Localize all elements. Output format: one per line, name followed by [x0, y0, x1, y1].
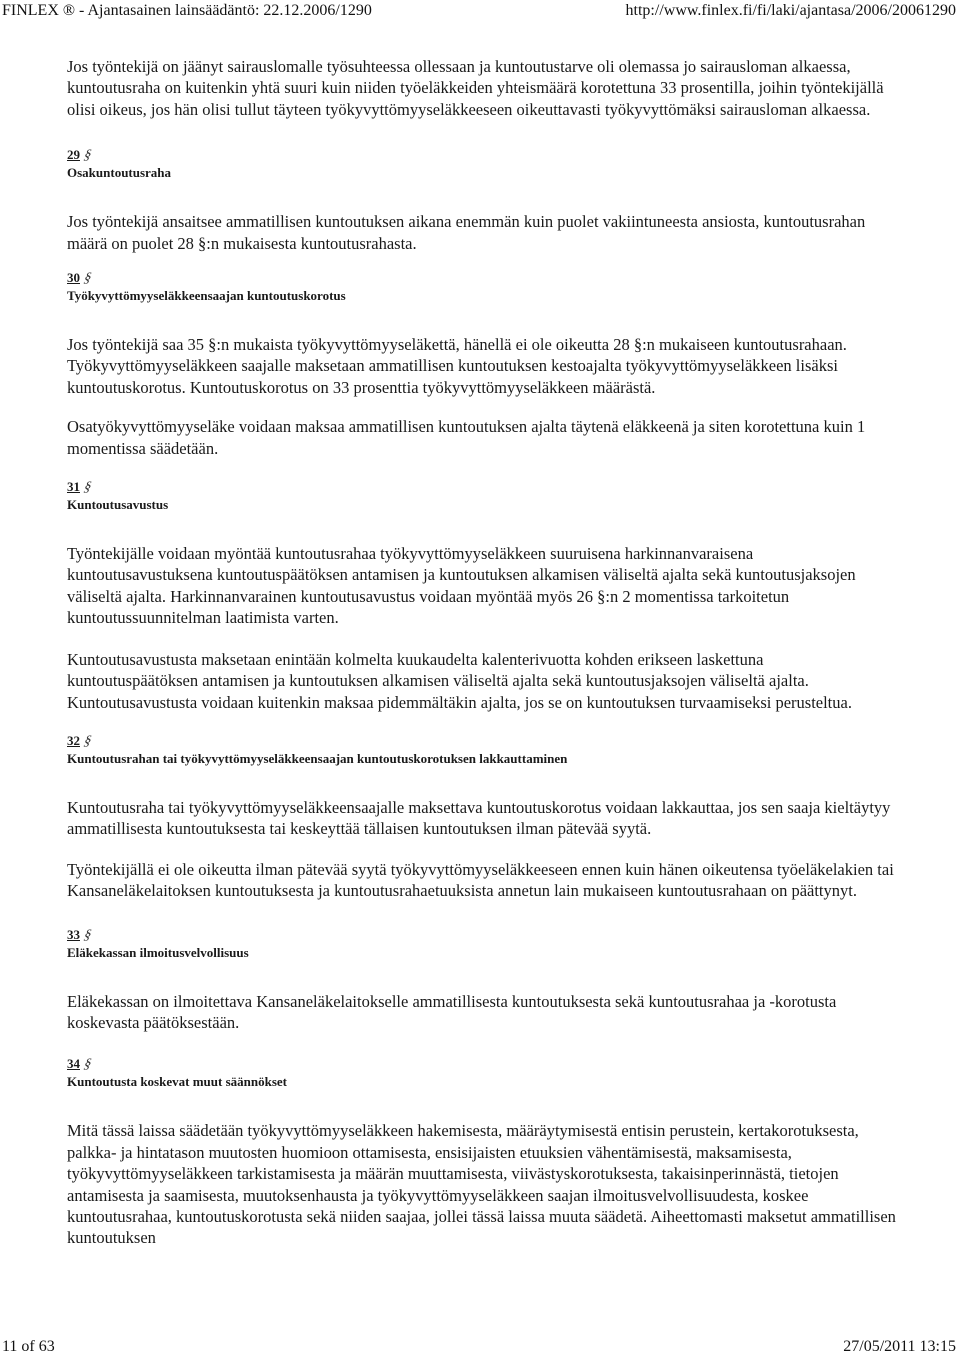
section-30	[67, 269, 897, 459]
section-paragraph: Kuntoutusavustusta maksetaan enintään kolmelta kuukaudelta kalenterivuotta kohden erikseen laskettuna kuntoutuspäätöksen antamisen ja kuntoutuksen alkamisen väliseltä ajalta sekä kuntoutusjaksojen väliseltä ajalta. Kuntoutusavustusta voidaan kuitenkin maksaa pidemmältäkin ajalta, jos se on kuntoutuksen turvaamiseksi perusteltua.	[67, 649, 852, 712]
section-number-link[interactable]: 29	[67, 147, 80, 163]
section-33	[67, 926, 897, 1034]
section-number-link[interactable]: 31	[67, 479, 80, 495]
section-sign-icon	[84, 150, 94, 164]
section-number	[67, 1055, 94, 1073]
document-body	[67, 56, 897, 1249]
section-number-link[interactable]: 30	[67, 270, 80, 286]
section-32	[67, 732, 897, 902]
section-29	[67, 146, 897, 254]
section-number	[67, 478, 94, 496]
page-header	[0, 2, 960, 22]
section-31	[67, 478, 897, 713]
sections-container	[67, 146, 897, 1249]
section-number	[67, 146, 94, 164]
section-title: Kuntoutusta koskevat muut säännökset	[67, 1074, 287, 1090]
print-timestamp: 27/05/2011 13:15	[843, 1338, 956, 1355]
section-sign-icon	[84, 273, 94, 287]
section-title: Kuntoutusavustus	[67, 497, 169, 513]
header-title: FINLEX ® - Ajantasainen lainsäädäntö: 22.12.2006/1290	[2, 2, 372, 19]
section-sign-icon	[84, 736, 94, 750]
section-number-link[interactable]: 32	[67, 732, 80, 748]
section-number	[67, 732, 94, 750]
section-sign-icon	[84, 930, 94, 944]
section-paragraph: Työntekijällä ei ole oikeutta ilman pätevää syytä työkyvyttömyyseläkkeeseen ennen kuin hänen oikeutensa työeläkelakien tai Kansaneläkelaitoksen kuntoutuksesta ja kuntoutusrahaetuuksista annetun lain mukaiseen kuntoutusrahaan on päättynyt.	[67, 859, 894, 901]
section-number	[67, 269, 94, 287]
section-paragraph: Eläkekassan on ilmoitettava Kansaneläkelaitokselle ammatillisesta kuntoutuksesta sekä kuntoutusrahaa ja -korotusta koskevasta päätöksestään.	[67, 991, 837, 1032]
header-url: http://www.finlex.fi/fi/laki/ajantasa/2006/20061290	[625, 2, 956, 19]
section-title: Eläkekassan ilmoitusvelvollisuus	[67, 944, 249, 960]
intro-paragraph: Jos työntekijä on jäänyt sairauslomalle työsuhteessa ollessaan ja kuntoutustarve oli olemassa jo sairausloman alkaessa, kuntoutusraha on kuitenkin yhtä suuri kuin niiden työeläkkeiden yhteismäärä korotettuna 33 prosentilla, joihin työntekijällä olisi oikeus, jos hän olisi tullut täyteen työkyvyttömyyseläkkeeseen oikeuttavasti työkyvyttömäksi sairausloman alkaessa.	[67, 57, 884, 119]
section-sign-icon	[84, 482, 94, 496]
section-paragraph: Kuntoutusraha tai työkyvyttömyyseläkkeensaajalle maksettava kuntoutuskorotus voidaan lakkauttaa, jos sen saaja kieltäytyy ammatillisesta kuntoutuksesta tai keskeyttää tällaisen kuntoutuksen ilman pätevää syytä.	[67, 797, 891, 839]
section-number-link[interactable]: 34	[67, 1056, 80, 1072]
section-title: Kuntoutusrahan tai työkyvyttömyyseläkkeensaajan kuntoutuskorotuksen lakkauttaminen	[67, 750, 568, 766]
section-sign-icon	[84, 1059, 94, 1073]
section-number	[67, 926, 94, 944]
section-paragraph: Jos työntekijä saa 35 §:n mukaista työkyvyttömyyseläkettä, hänellä ei ole oikeutta 28 §:n mukaiseen kuntoutusrahaan. Työkyvyttömyyseläkkeen saajalle maksetaan ammatillisen kuntoutuksen kestoajalta työkyvyttömyyseläkkeen lisäksi kuntoutuskorotus. Kuntoutuskorotus on 33 prosenttia työkyvyttömyyseläkkeen määrästä.	[67, 335, 847, 397]
section-paragraph: Jos työntekijä ansaitsee ammatillisen kuntoutuksen aikana enemmän kuin puolet vakiintuneesta ansiosta, kuntoutusrahan määrä on puolet 28 §:n mukaisesta kuntoutusrahasta.	[67, 212, 866, 253]
section-paragraph: Työntekijälle voidaan myöntää kuntoutusrahaa työkyvyttömyyseläkkeen suuruisena harkinnanvaraisena kuntoutusavustuksena kuntoutuspäätöksen antamisen ja kuntoutuksen alkamisen väliseltä ajalta sekä kuntoutusjaksojen väliseltä ajalta. Harkinnanvarainen kuntoutusavustus voidaan myöntää myös 26 §:n 2 momentissa tarkoitetun kuntoutussuunnitelman laatimista varten.	[67, 544, 856, 628]
section-number-link[interactable]: 33	[67, 926, 80, 942]
section-title: Osakuntoutusraha	[67, 165, 172, 181]
section-paragraph: Mitä tässä laissa säädetään työkyvyttömyyseläkkeen hakemisesta, määräytymisestä entisin perustein, kertakorotuksesta, palkka- ja hintatason muutosten huomioon ottamisesta, ensisijaisten etuuksien vähentämisestä, maksamisesta, työkyvyttömyyseläkkeen tarkistamisesta ja määrän muuttamisesta, viivästyskorotuksesta, takaisinperinnästä, tietojen antamisesta ja saamisesta, muutoksenhausta ja työkyvyttömyyseläkkeen saajan ilmoitusvelvollisuudesta, koskee kuntoutusrahaa, kuntoutuskorotusta sekä niiden saajaa, jollei tässä laissa muuta säädetä. Aiheettomasti maksetut ammatillisen kuntoutuksen	[67, 1121, 896, 1248]
page-counter: 11 of 63	[2, 1338, 55, 1355]
section-paragraph: Osatyökyvyttömyyseläke voidaan maksaa ammatillisen kuntoutuksen ajalta täytenä eläkkeenä ja siten korotettuna kuin 1 momentissa säädetään.	[67, 417, 866, 458]
section-34	[67, 1055, 897, 1248]
section-title: Työkyvyttömyyseläkkeensaajan kuntoutuskorotus	[67, 288, 346, 304]
